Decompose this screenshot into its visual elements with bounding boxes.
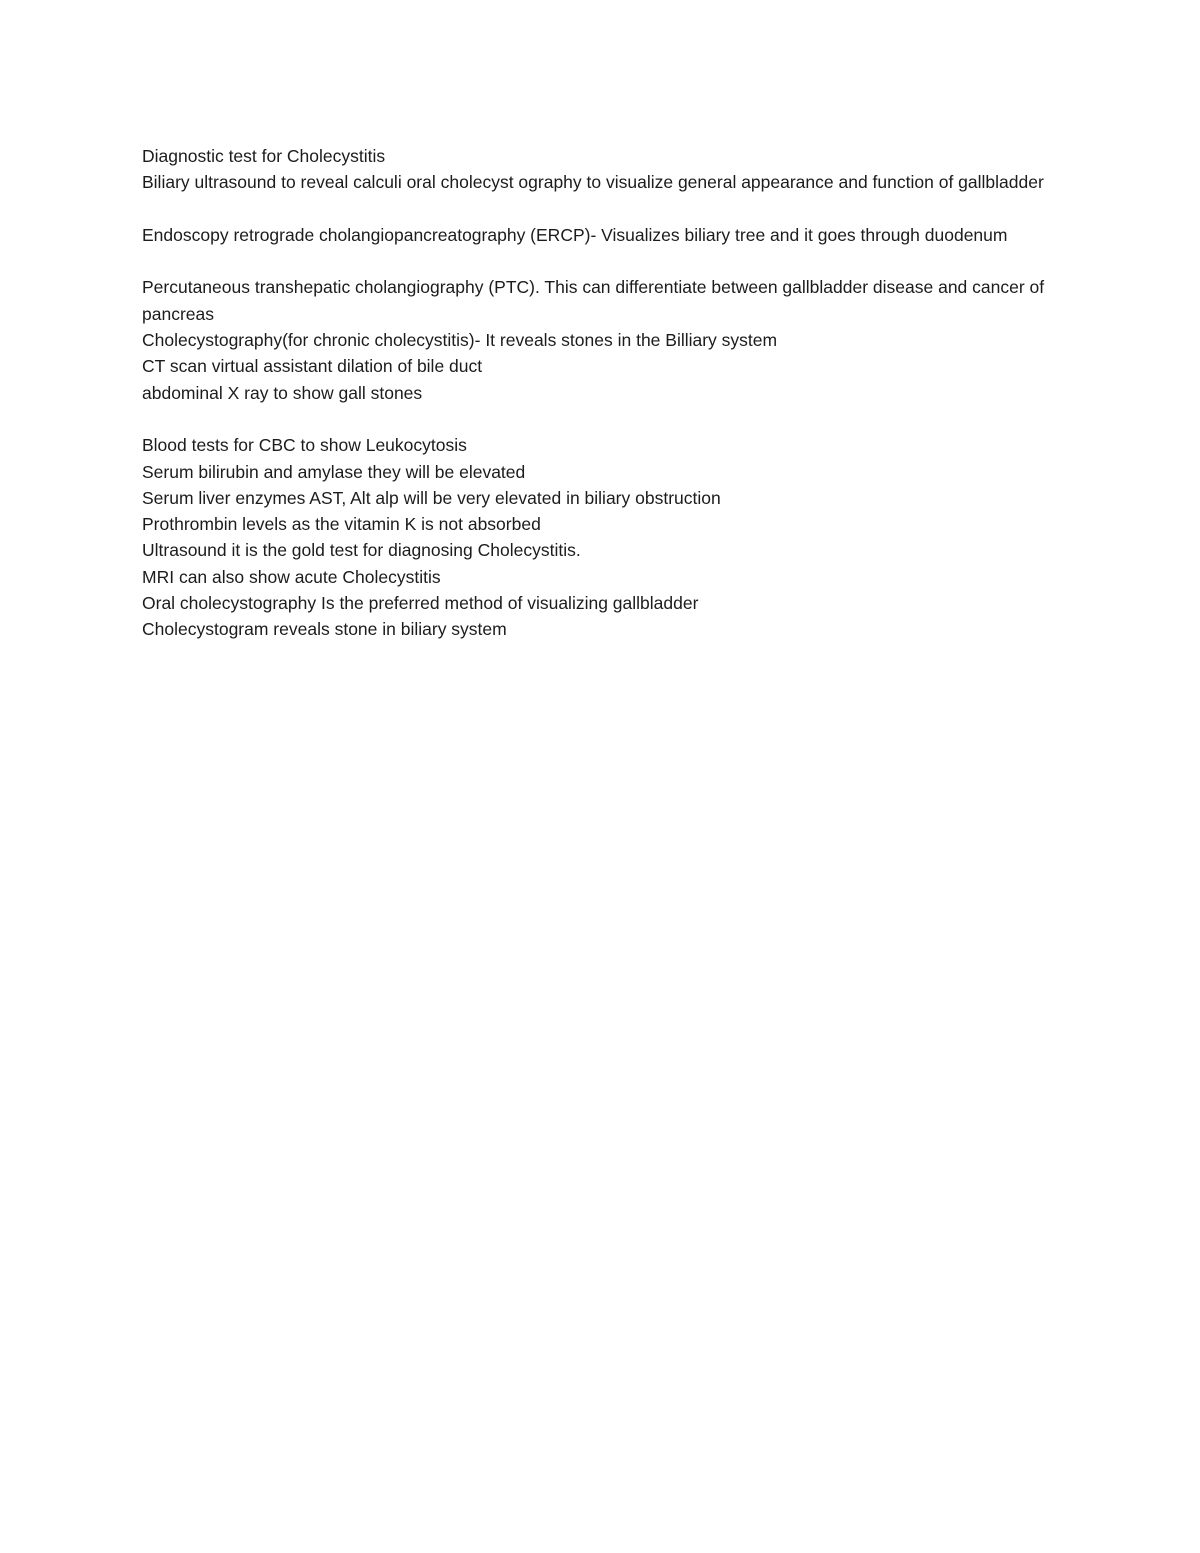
blank-line bbox=[142, 196, 1052, 222]
line-ct-scan: CT scan virtual assistant dilation of bile duct bbox=[142, 356, 483, 377]
line-mri: MRI can also show acute Cholecystitis bbox=[142, 566, 441, 587]
line-serum-bilirubin: Serum bilirubin and amylase they will be elevated bbox=[142, 461, 526, 482]
line-cholecystography: Cholecystography(for chronic cholecystitis)- It reveals stones in the Billiary system bbox=[142, 330, 778, 351]
line-oral-cholecystography: Oral cholecystography Is the preferred method of visualizing gallbladder bbox=[142, 593, 699, 614]
document-body bbox=[142, 143, 1052, 643]
line-cholecystogram: Cholecystogram reveals stone in biliary system bbox=[142, 619, 507, 640]
line-ultrasound-gold-test: Ultrasound it is the gold test for diagnosing Cholecystitis. bbox=[142, 540, 581, 561]
paragraph-ptc: Percutaneous transhepatic cholangiography (PTC). This can differentiate between gallbladder disease and cancer of pancreas bbox=[142, 277, 1045, 324]
blank-line bbox=[142, 248, 1052, 274]
blank-line bbox=[142, 406, 1052, 432]
paragraph-ercp: Endoscopy retrograde cholangiopancreatography (ERCP)- Visualizes biliary tree and it goes through duodenum bbox=[142, 224, 1008, 245]
line-blood-tests: Blood tests for CBC to show Leukocytosis bbox=[142, 435, 467, 456]
line-prothrombin: Prothrombin levels as the vitamin K is not absorbed bbox=[142, 514, 541, 535]
line-serum-liver-enzymes: Serum liver enzymes AST, Alt alp will be very elevated in biliary obstruction bbox=[142, 487, 721, 508]
paragraph-biliary-ultrasound: Biliary ultrasound to reveal calculi oral cholecyst ography to visualize general appearance and function of gallbladder bbox=[142, 172, 1044, 193]
document-title: Diagnostic test for Cholecystitis bbox=[142, 146, 386, 166]
line-abdominal-xray: abdominal X ray to show gall stones bbox=[142, 382, 423, 403]
